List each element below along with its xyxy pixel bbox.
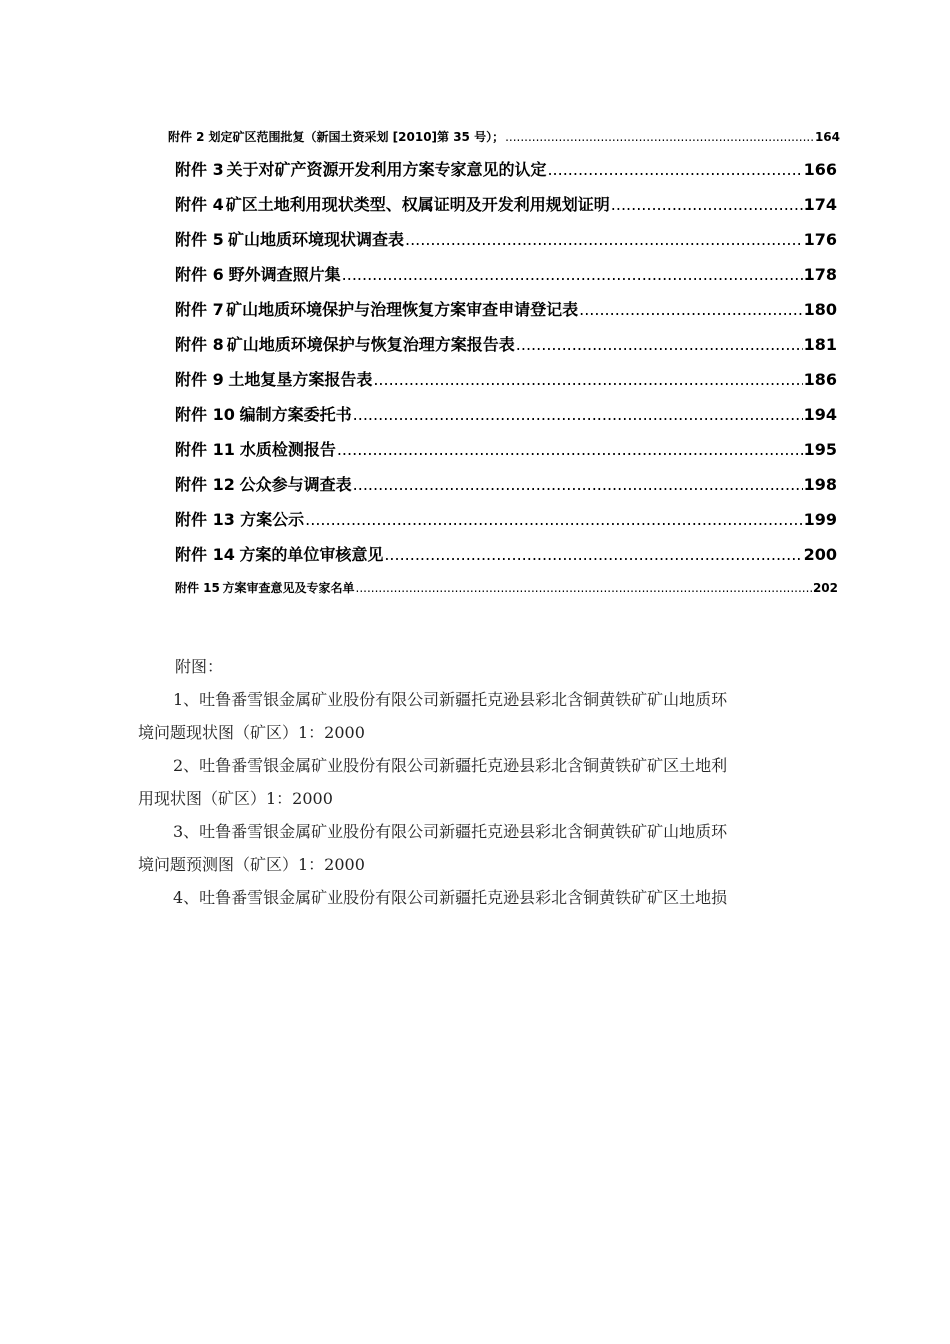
toc-entry[interactable] [175, 229, 837, 251]
toc-entry-title: 关于对矿产资源开发利用方案专家意见的认定 [226, 160, 547, 179]
toc-entry[interactable] [175, 299, 837, 321]
toc-entry-title: 划定矿区范围批复（新国土资采划 [2010]第 35 号）； [208, 130, 505, 144]
toc-entry-page: 199 [803, 510, 837, 529]
toc-leader-dots [373, 369, 802, 391]
toc-entry-label: 附件 11 [175, 440, 235, 459]
toc-leader-dots [579, 299, 802, 321]
toc-entry-title: 矿山地质环境现状调查表 [227, 230, 404, 249]
figure-line: 用现状图（矿区）1：2000 [138, 789, 333, 808]
figure-line: 境问题预测图（矿区）1：2000 [138, 855, 365, 874]
toc-entry-label: 附件 6 [175, 265, 224, 284]
toc-entry[interactable] [175, 194, 837, 216]
toc-entry[interactable] [175, 509, 837, 531]
toc-entry-page: 181 [803, 335, 837, 354]
toc-entry-page: 166 [803, 160, 837, 179]
toc-entry-page: 164 [814, 130, 840, 144]
figure-line: 3、吐鲁番雪银金属矿业股份有限公司新疆托克逊县彩北含铜黄铁矿矿山地质环 [173, 822, 728, 841]
toc-leader-dots [384, 544, 802, 566]
toc-entry-title: 矿区土地利用现状类型、权属证明及开发利用规划证明 [225, 195, 610, 214]
toc-entry-title: 方案的单位审核意见 [239, 545, 384, 564]
toc-entry[interactable] [175, 404, 837, 426]
toc-entry-page: 195 [803, 440, 837, 459]
toc-entry-label: 附件 10 [175, 405, 235, 424]
toc-entry-title: 方案审查意见及专家名单 [222, 581, 355, 595]
toc-entry-title: 方案公示 [240, 510, 305, 529]
toc-leader-dots [353, 474, 803, 496]
toc-entry-page: 186 [803, 370, 837, 389]
toc-entry[interactable] [175, 159, 837, 181]
toc-entry[interactable] [175, 264, 837, 286]
toc-entry-page: 198 [803, 475, 837, 494]
toc-entry[interactable] [175, 439, 837, 461]
toc-entry-label: 附件 13 [175, 510, 235, 529]
toc-entry-title: 公众参与调查表 [239, 475, 352, 494]
toc-entry-title: 水质检测报告 [239, 440, 336, 459]
toc-entry[interactable] [168, 128, 840, 146]
toc-entry-label: 附件 9 [175, 370, 224, 389]
figures-heading: 附图： [175, 657, 224, 676]
toc-entry-label: 附件 2 [168, 130, 205, 144]
toc-entry-label: 附件 12 [175, 475, 235, 494]
toc-entry-label: 附件 7 [175, 300, 224, 319]
toc-entry[interactable] [175, 474, 837, 496]
toc-entry-label: 附件 14 [175, 545, 235, 564]
toc-entry[interactable] [175, 369, 837, 391]
toc-entry-page: 194 [803, 405, 837, 424]
toc-entry-label: 附件 8 [175, 335, 224, 354]
toc-leader-dots [611, 194, 803, 216]
toc-leader-dots [305, 509, 802, 531]
toc-entry-page: 176 [803, 230, 837, 249]
toc-leader-dots [342, 264, 803, 286]
toc-entry-page: 174 [803, 195, 837, 214]
toc-entry-page: 202 [812, 581, 838, 595]
toc-entry[interactable] [175, 334, 837, 356]
toc-leader-dots [337, 439, 803, 461]
toc-entry-label: 附件 15 [175, 581, 220, 595]
toc-entry-label: 附件 3 [175, 160, 224, 179]
toc-entry[interactable] [175, 544, 837, 566]
figure-line: 2、吐鲁番雪银金属矿业股份有限公司新疆托克逊县彩北含铜黄铁矿矿区土地利 [173, 756, 728, 775]
toc-entry-title: 土地复垦方案报告表 [228, 370, 373, 389]
toc-leader-dots [405, 229, 803, 251]
toc-entry[interactable] [175, 579, 838, 597]
figure-line: 境问题现状图（矿区）1：2000 [138, 723, 365, 742]
toc-entry-page: 178 [803, 265, 837, 284]
toc-entry-title: 野外调查照片集 [228, 265, 341, 284]
toc-entry-label: 附件 4 [175, 195, 224, 214]
figure-line: 4、吐鲁番雪银金属矿业股份有限公司新疆托克逊县彩北含铜黄铁矿矿区土地损 [173, 888, 728, 907]
toc-leader-dots [505, 128, 814, 146]
toc-entry-page: 200 [803, 545, 837, 564]
figure-line: 1、吐鲁番雪银金属矿业股份有限公司新疆托克逊县彩北含铜黄铁矿矿山地质环 [173, 690, 728, 709]
toc-leader-dots [353, 404, 803, 426]
toc-entry-title: 矿山地质环境保护与治理恢复方案审查申请登记表 [226, 300, 579, 319]
toc-entry-label: 附件 5 [175, 230, 224, 249]
toc-entry-page: 180 [803, 300, 837, 319]
toc-entry-title: 编制方案委托书 [239, 405, 352, 424]
toc-leader-dots [547, 159, 802, 181]
toc-leader-dots [516, 334, 803, 356]
toc-leader-dots [356, 579, 812, 597]
toc-entry-title: 矿山地质环境保护与恢复治理方案报告表 [226, 335, 515, 354]
